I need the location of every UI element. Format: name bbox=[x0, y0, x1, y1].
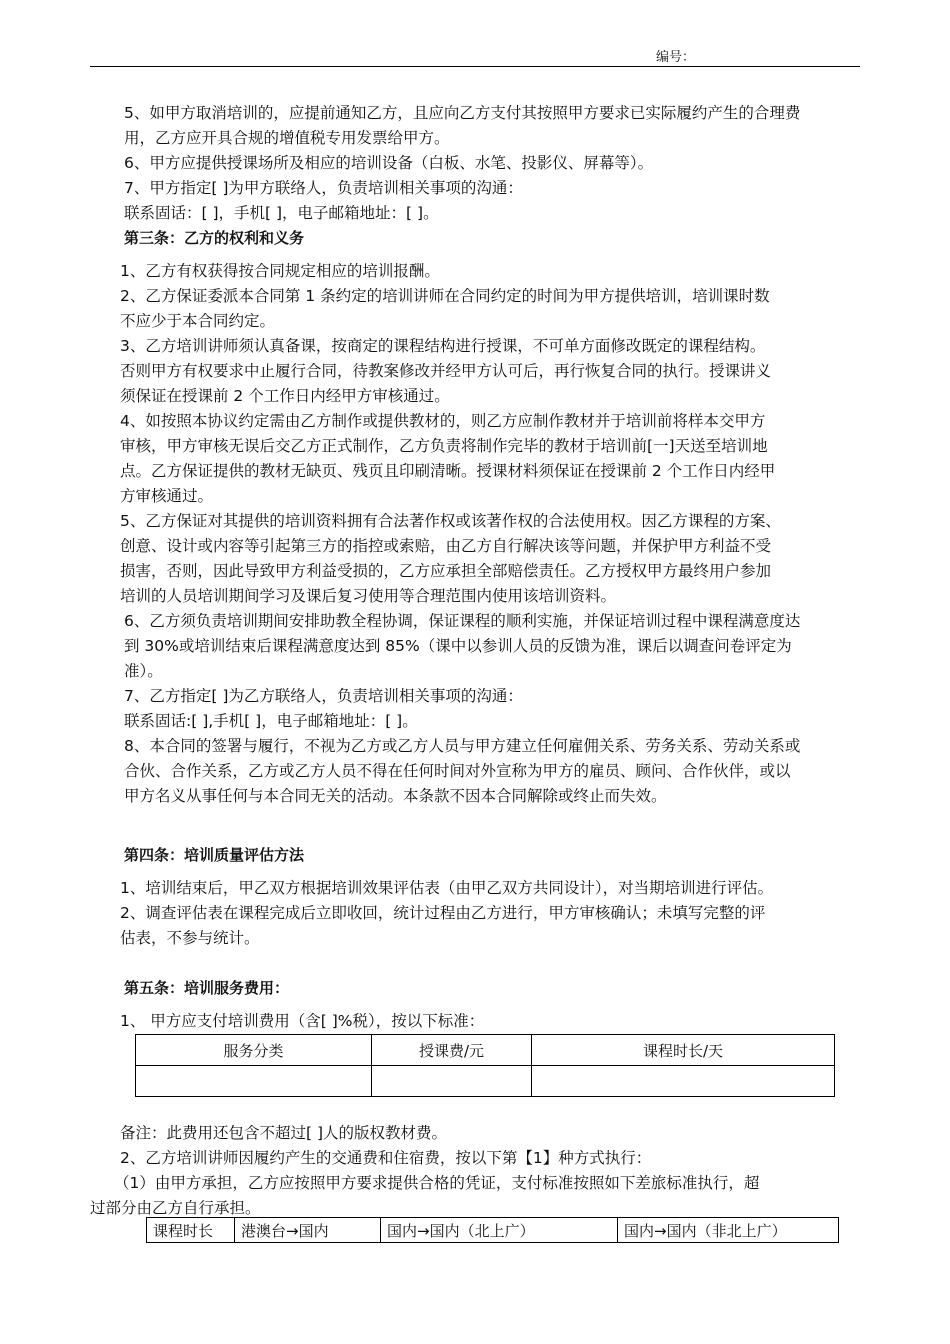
s3-line: 4、如按照本协议约定需由乙方制作或提供教材的，则乙方应制作教材并于培训前将样本交甲方 bbox=[120, 412, 766, 430]
s4-line: 2、调查评估表在课程完成后立即收回，统计过程由乙方进行，甲方审核确认；未填写完整的评 bbox=[120, 904, 766, 922]
s2-line-6: 6、甲方应提供授课场所及相应的培训设备（白板、水笔、投影仪、屏幕等）。 bbox=[124, 154, 654, 172]
fee-cell-fee bbox=[372, 1066, 532, 1097]
s2-line-5a: 5、如甲方取消培训的，应提前通知乙方，且应向乙方支付其按照甲方要求已实际履约产生的合理费 bbox=[124, 104, 801, 122]
fee-header-fee: 授课费/元 bbox=[372, 1035, 532, 1066]
s3-line: 培训的人员培训期间学习及课后复习使用等合理范围内使用该培训资料。 bbox=[120, 587, 617, 605]
s3-line: 合伙、合作关系，乙方或乙方人员不得在任何时间对外宣称为甲方的雇员、顾问、合作伙伴，或以 bbox=[124, 762, 791, 780]
s3-line: 甲方名义从事任何与本合同无关的活动。本条款不因本合同解除或终止而失效。 bbox=[124, 787, 667, 805]
s3-line: 不应少于本合同约定。 bbox=[120, 312, 276, 330]
fee-header-duration: 课程时长/天 bbox=[532, 1035, 835, 1066]
section-5-title: 第五条：培训服务费用： bbox=[124, 979, 290, 997]
section-4-title: 第四条：培训质量评估方法 bbox=[124, 846, 305, 864]
header-rule bbox=[90, 66, 860, 67]
s5-item-1: 1、 甲方应支付培训费用（含[ ]%税），按以下标准： bbox=[120, 1012, 485, 1030]
travel-table-header-row bbox=[147, 1218, 839, 1243]
s3-line: 联系固话:[ ],手机[ ]，电子邮箱地址：[ ]。 bbox=[124, 712, 418, 730]
s3-line: 6、乙方须负责培训期间安排助教全程协调，保证课程的顺利实施，并保证培训过程中课程满意度达 bbox=[124, 612, 801, 630]
travel-table bbox=[146, 1217, 839, 1243]
serial-number-label: 编号： bbox=[656, 50, 696, 65]
s3-line: 5、乙方保证对其提供的培训资料拥有合法著作权或该著作权的合法使用权。因乙方课程的方案、 bbox=[120, 512, 781, 530]
s3-line: 8、本合同的签署与履行，不视为乙方或乙方人员与甲方建立任何雇佣关系、劳务关系、劳动关系或 bbox=[124, 737, 801, 755]
s3-line: 否则甲方有权要求中止履行合同，待教案修改并经甲方认可后，再行恢复合同的执行。授课讲义 bbox=[120, 362, 772, 380]
s4-line: 1、培训结束后，甲乙双方根据培训效果评估表（由甲乙双方共同设计），对当期培训进行评估。 bbox=[120, 879, 774, 897]
s5-item-2-1b: 过部分由乙方自行承担。 bbox=[90, 1199, 261, 1217]
s2-line-5b: 用，乙方应开具合规的增值税专用发票给甲方。 bbox=[124, 129, 450, 147]
s3-line: 审核，甲方审核无误后交乙方正式制作，乙方负责将制作完毕的教材于培训前[一]天送至培训地 bbox=[120, 437, 768, 455]
s3-line: 点。乙方保证提供的教材无缺页、残页且印刷清晰。授课材料须保证在授课前 2 个工作日内经甲 bbox=[120, 462, 776, 480]
s3-line: 准）。 bbox=[124, 662, 163, 680]
fee-cell-duration bbox=[532, 1066, 835, 1097]
travel-header-domestic-tier1: 国内→国内（北上广） bbox=[381, 1218, 618, 1243]
s3-line: 方审核通过。 bbox=[120, 487, 214, 505]
fee-cell-service bbox=[136, 1066, 372, 1097]
section-3-title: 第三条：乙方的权利和义务 bbox=[124, 229, 305, 247]
s2-line-contact: 联系固话：[ ]，手机[ ]，电子邮箱地址：[ ]。 bbox=[124, 204, 439, 222]
s3-line: 3、乙方培训讲师须认真备课，按商定的课程结构进行授课，不可单方面修改既定的课程结构。 bbox=[120, 337, 766, 355]
s5-item-2-1a: （1）由甲方承担，乙方应按照甲方要求提供合格的凭证，支付标准按照如下差旅标准执行，超 bbox=[114, 1174, 760, 1192]
s2-line-7: 7、甲方指定[ ]为甲方联络人，负责培训相关事项的沟通： bbox=[124, 179, 523, 197]
table-row bbox=[136, 1066, 835, 1097]
s3-line: 损害，否则，因此导致甲方利益受损的，乙方应承担全部赔偿责任。乙方授权甲方最终用户参加 bbox=[120, 562, 772, 580]
s3-line: 须保证在授课前 2 个工作日内经甲方审核通过。 bbox=[120, 387, 450, 405]
fee-header-service: 服务分类 bbox=[136, 1035, 372, 1066]
fee-note: 备注：此费用还包含不超过[ ]人的版权教材费。 bbox=[120, 1124, 448, 1142]
travel-header-hmt: 港澳台→国内 bbox=[235, 1218, 381, 1243]
s3-line: 到 30%或培训结束后课程满意度达到 85%（课中以参训人员的反馈为准，课后以调查问卷评定为 bbox=[124, 637, 792, 655]
s3-line: 创意、设计或内容等引起第三方的指控或索赔，由乙方自行解决该等问题，并保护甲方利益不受 bbox=[120, 537, 772, 555]
fee-table bbox=[135, 1034, 835, 1097]
s4-line: 估表，不参与统计。 bbox=[120, 929, 260, 947]
s3-line: 1、乙方有权获得按合同规定相应的培训报酬。 bbox=[120, 262, 440, 280]
travel-header-domestic-other: 国内→国内（非北上广） bbox=[618, 1218, 839, 1243]
travel-header-duration: 课程时长 bbox=[147, 1218, 235, 1243]
s5-item-2: 2、乙方培训讲师因履约产生的交通费和住宿费，按以下第【1】种方式执行： bbox=[120, 1149, 652, 1167]
s3-line: 7、乙方指定[ ]为乙方联络人，负责培训相关事项的沟通： bbox=[124, 687, 523, 705]
fee-table-header-row bbox=[136, 1035, 835, 1066]
s3-line: 2、乙方保证委派本合同第 1 条约定的培训讲师在合同约定的时间为甲方提供培训，培训课时数 bbox=[120, 287, 770, 305]
